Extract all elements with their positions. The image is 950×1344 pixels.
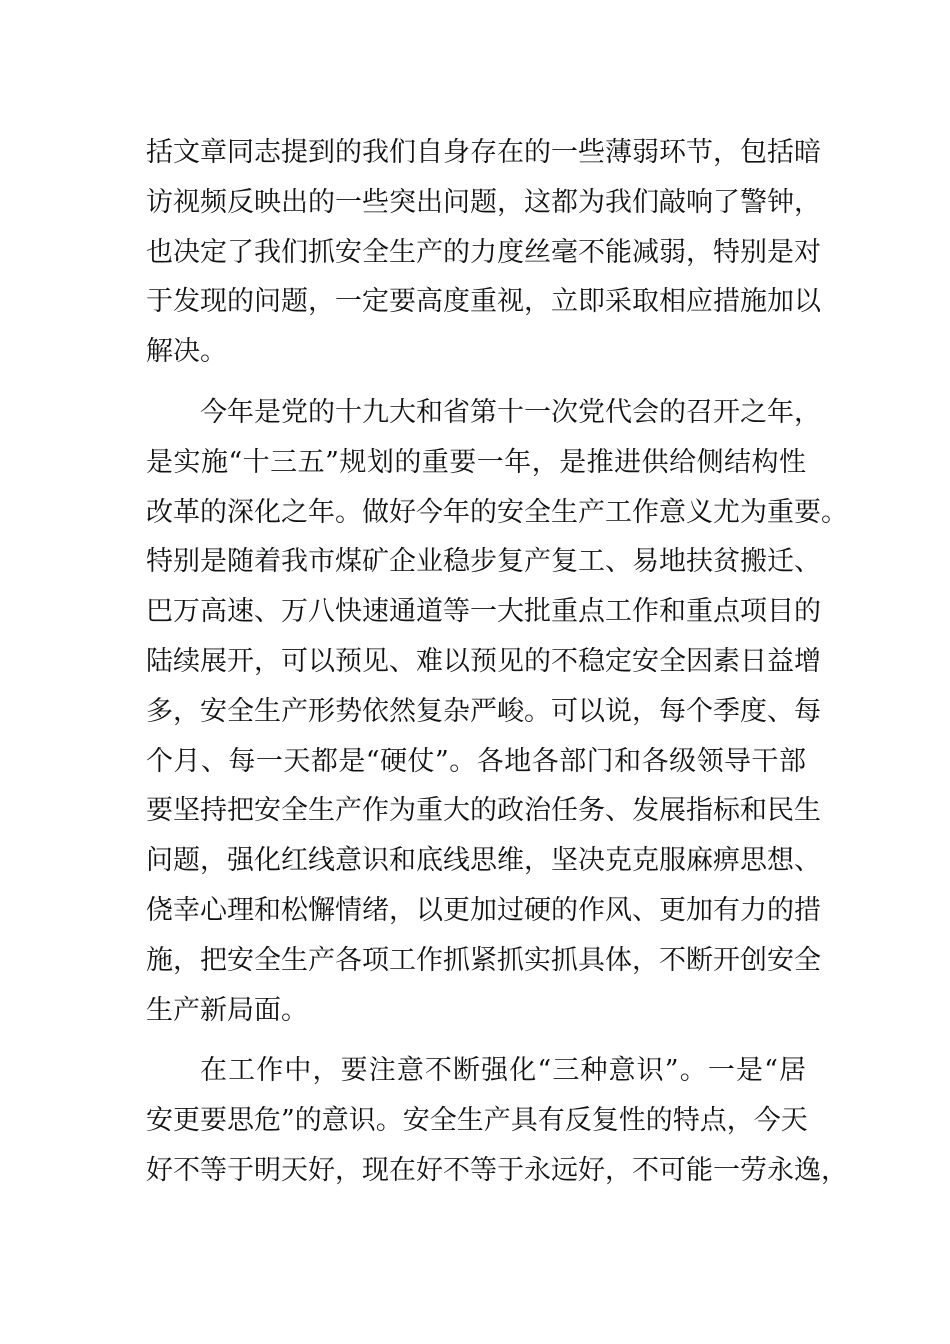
- text-line: 在工作中，要注意不断强化“三种意识”。一是“居: [200, 1055, 806, 1087]
- text-line: 改革的深化之年。做好今年的安全生产工作意义尤为重要。: [146, 496, 848, 528]
- text-line: 陆续展开，可以预见、难以预见的不稳定安全因素日益增: [146, 645, 821, 677]
- text-line: 巴万高速、万八快速通道等一大批重点工作和重点项目的: [146, 596, 821, 628]
- text-line: 多，安全生产形势依然复杂严峻。可以说，每个季度、每: [146, 695, 821, 727]
- text-line: 安更要思危”的意识。安全生产具有反复性的特点，今天: [146, 1105, 808, 1137]
- text-line: 侥幸心理和松懈情绪，以更加过硬的作风、更加有力的措: [146, 894, 821, 926]
- text-line: 括文章同志提到的我们自身存在的一些薄弱环节，包括暗: [146, 137, 821, 168]
- paragraph-2: [146, 388, 848, 1035]
- text-line: 特别是随着我市煤矿企业稳步复产复工、易地扶贫搬迁、: [146, 546, 821, 578]
- text-line: 于发现的问题，一定要高度重视，立即采取相应措施加以: [146, 286, 821, 318]
- text-line: 施，把安全生产各项工作抓紧抓实抓具体，不断开创安全: [146, 944, 821, 976]
- text-line: 也决定了我们抓安全生产的力度丝毫不能减弱，特别是对: [146, 236, 821, 268]
- text-line: 个月、每一天都是“硬仗”。各地各部门和各级领导干部: [146, 745, 806, 777]
- text-line: 今年是党的十九大和省第十一次党代会的召开之年，: [200, 396, 821, 428]
- text-line: 是实施“十三五”规划的重要一年，是推进供给侧结构性: [146, 446, 806, 478]
- paragraph-1: [146, 128, 821, 377]
- text-line: 访视频反映出的一些突出问题，这都为我们敲响了警钟，: [146, 186, 821, 218]
- text-line: 要坚持把安全生产作为重大的政治任务、发展指标和民生: [146, 795, 821, 827]
- text-line: 问题，强化红线意识和底线思维，坚决克克服麻痹思想、: [146, 845, 821, 877]
- text-line: 好不等于明天好，现在好不等于永远好，不可能一劳永逸，: [146, 1154, 848, 1186]
- document-body: [146, 128, 848, 1196]
- paragraph-3: [146, 1046, 848, 1195]
- text-line: 解决。: [146, 336, 227, 368]
- text-line: 生产新局面。: [146, 994, 308, 1026]
